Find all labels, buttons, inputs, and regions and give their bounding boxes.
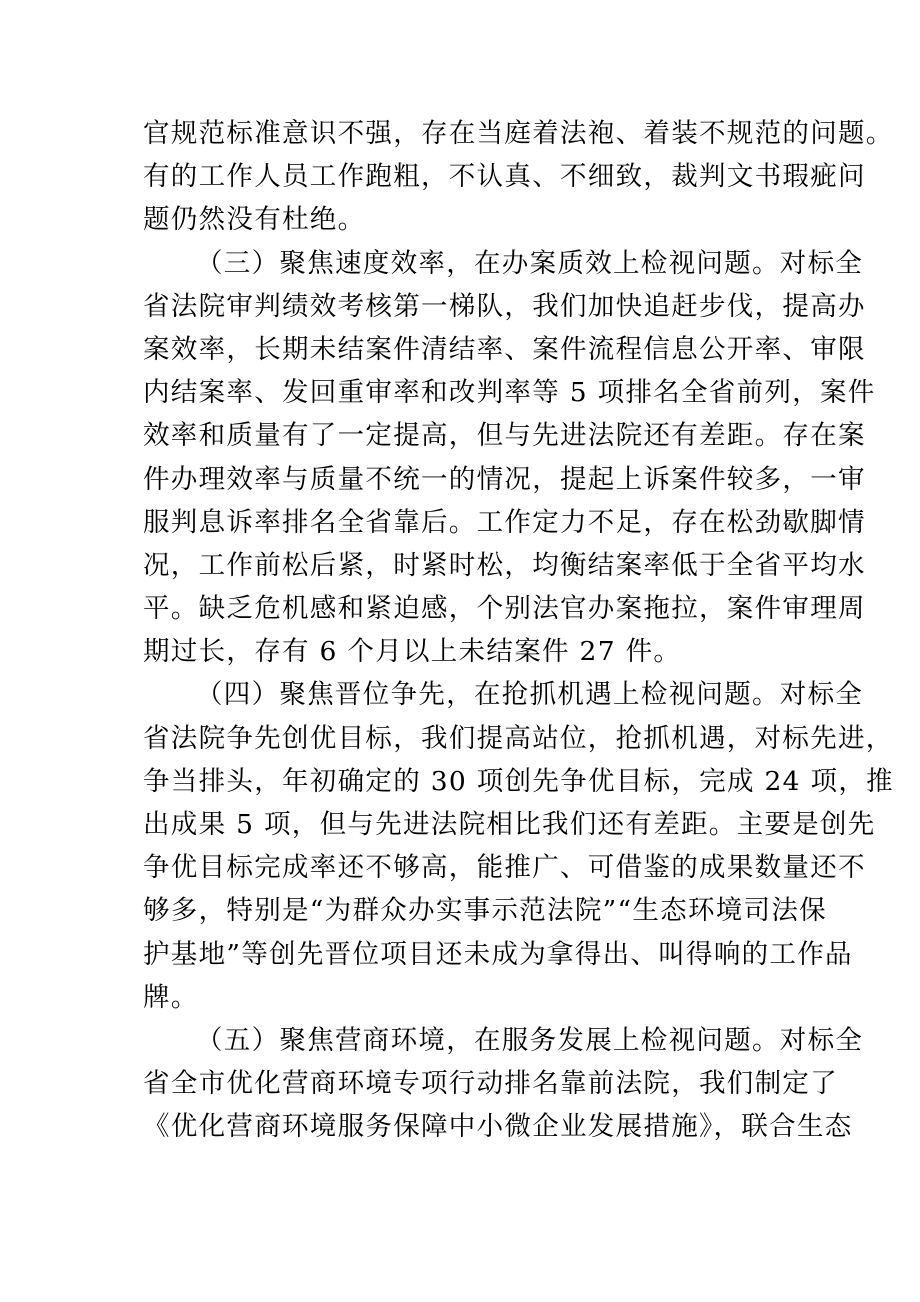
text-line: 服判息诉率排名全省靠后。工作定力不足，存在松劲歇脚情 xyxy=(143,506,866,538)
text-line: 官规范标准意识不强，存在当庭着法袍、着装不规范的问题。 xyxy=(143,118,894,149)
text-line: 期过长，存有 6 个月以上未结案件 27 件。 xyxy=(143,636,682,668)
text-line: 够多，特别是“为群众办实事示范法院”“生态环境司法保 xyxy=(143,895,827,927)
text-line: 况，工作前松后紧，时紧时松，均衡结案率低于全省平均水 xyxy=(143,549,866,581)
text-line: 争优目标完成率还不够高，能推广、可借鉴的成果数量还不 xyxy=(143,852,866,884)
text-line: 牌。 xyxy=(143,981,199,1013)
text-line: 内结案率、发回重审率和改判率等 5 项排名全省前列，案件 xyxy=(143,377,876,409)
text-line: 效率和质量有了一定提高，但与先进法院还有差距。存在案 xyxy=(143,420,866,452)
text-line: 有的工作人员工作跑粗，不认真、不细致，裁判文书瑕疵问 xyxy=(143,161,866,193)
text-line: 护基地”等创先晋位项目还未成为拿得出、叫得响的工作品 xyxy=(143,938,853,970)
text-line: 出成果 5 项，但与先进法院相比我们还有差距。主要是创先 xyxy=(143,809,876,840)
section-heading-line: （五）聚焦营商环境，在服务发展上检视问题。对标全 xyxy=(196,1024,864,1056)
text-line: 省法院审判绩效考核第一梯队，我们加快追赶步伐，提高办 xyxy=(143,290,866,322)
text-line: 题仍然没有杜绝。 xyxy=(143,204,366,236)
text-line: 案效率，长期未结案件清结率、案件流程信息公开率、审限 xyxy=(143,333,866,365)
text-line: 省全市优化营商环境专项行动排名靠前法院，我们制定了 xyxy=(143,1068,838,1100)
text-line: 省法院争先创优目标，我们提高站位，抢抓机遇，对标先进， xyxy=(143,722,894,754)
text-line: 《优化营商环境服务保障中小微企业发展措施》，联合生态 xyxy=(143,1111,853,1143)
text-line: 件办理效率与质量不统一的情况，提起上诉案件较多，一审 xyxy=(143,463,866,495)
text-line: 争当排头，年初确定的 30 项创先争优目标，完成 24 项，推 xyxy=(143,765,894,797)
section-heading-line: （四）聚焦晋位争先，在抢抓机遇上检视问题。对标全 xyxy=(196,679,864,711)
text-line: 平。缺乏危机感和紧迫感，个别法官办案拖拉，案件审理周 xyxy=(143,593,866,625)
document-body xyxy=(143,112,894,1149)
section-heading-line: （三）聚焦速度效率，在办案质效上检视问题。对标全 xyxy=(196,247,864,279)
